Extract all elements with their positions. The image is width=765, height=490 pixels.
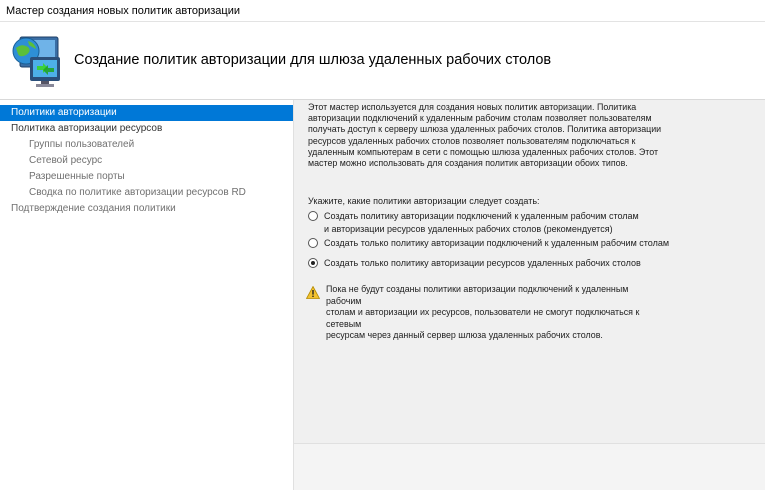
intro-line: мастер можно использовать для создания политик авторизации обоих типов.: [308, 158, 628, 169]
step-authorization-policies[interactable]: Политики авторизации: [0, 105, 293, 121]
warning-line: Пока не будут созданы политики авторизации подключений к удаленным рабочим: [326, 284, 629, 306]
intro-line: удаленным компьютерам в сети с помощью шлюза удаленных рабочих столов. Этот: [308, 146, 659, 157]
warning-line: столам и авторизации их ресурсов, пользователи не смогут подключаться к сетевым: [326, 307, 640, 329]
intro-line: получать доступ к серверу шлюза удаленных рабочих столов. Политика авторизации: [308, 124, 662, 135]
intro-line: ресурсов удаленных рабочих столов позволяет пользователям подключаться к: [308, 135, 636, 146]
policy-question-label: Укажите, какие политики авторизации следует создать:: [308, 196, 540, 206]
option-label-line: и авторизации ресурсов удаленных рабочих столов (рекомендуется): [324, 223, 613, 234]
radio-button[interactable]: [308, 211, 318, 221]
step-network-resource[interactable]: Сетевой ресурс: [29, 155, 103, 166]
step-resource-authorization-policy[interactable]: Политика авторизации ресурсов: [11, 123, 163, 134]
intro-text: [308, 102, 703, 169]
option-rap-only[interactable]: [308, 257, 748, 270]
radio-button-selected[interactable]: [308, 258, 318, 268]
window-title: Мастер создания новых политик авторизации: [0, 0, 765, 22]
option-cap-only[interactable]: [308, 237, 748, 250]
intro-line: Этот мастер используется для создания новых политик авторизации. Политика: [308, 102, 637, 112]
option-label-line: Создать политику авторизации подключений к удаленным рабочим столам: [324, 211, 639, 221]
option-both-policies[interactable]: [308, 210, 748, 236]
remote-desktop-gateway-icon: [8, 33, 66, 91]
step-rap-summary[interactable]: Сводка по политике авторизации ресурсов RD: [29, 187, 246, 198]
wizard-steps-sidebar: [0, 100, 294, 490]
option-rap-only-label: Создать только политику авторизации ресурсов удаленных рабочих столов: [324, 258, 641, 268]
warning-icon: [306, 286, 320, 299]
wizard-content: [294, 100, 765, 490]
intro-line: авторизации подключений к удаленным рабочим столам позволяет пользователям: [308, 113, 652, 124]
warning-text: [326, 284, 656, 342]
page-title: Создание политик авторизации для шлюза удаленных рабочих столов: [74, 52, 552, 68]
option-both-policies-label: [324, 210, 744, 235]
option-cap-only-label: Создать только политику авторизации подключений к удаленным рабочим столам: [324, 238, 670, 248]
wizard-footer: [294, 444, 765, 490]
step-allowed-ports[interactable]: Разрешенные порты: [29, 171, 125, 182]
wizard-header: [0, 23, 765, 100]
warning-line: ресурсам через данный сервер шлюза удаленных рабочих столов.: [326, 330, 603, 340]
step-confirmation[interactable]: Подтверждение создания политики: [11, 203, 176, 214]
radio-button[interactable]: [308, 238, 318, 248]
step-user-groups[interactable]: Группы пользователей: [29, 139, 135, 150]
